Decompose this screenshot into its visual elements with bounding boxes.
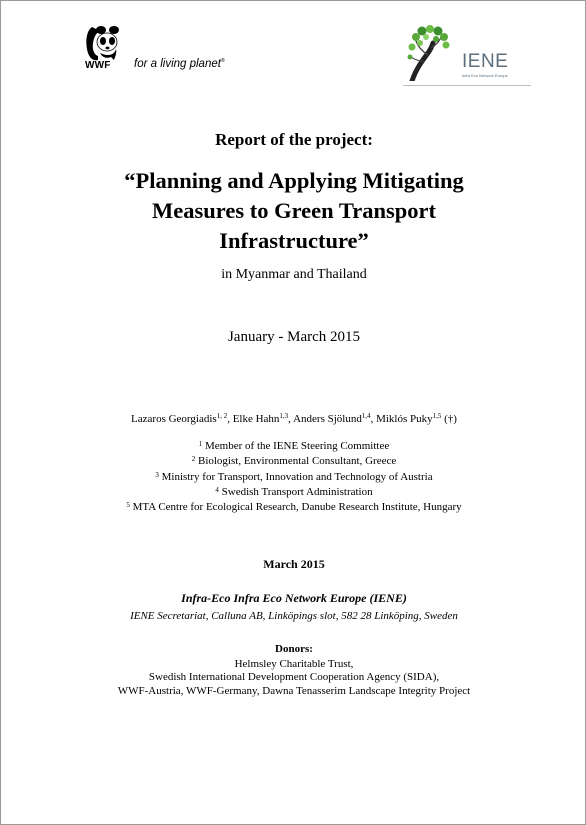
affiliation-item: $^1$ Member of the IENE Steering Committee — [198, 440, 390, 452]
title-line: Infrastructure” — [219, 228, 369, 253]
iene-wordmark: IENE — [462, 51, 509, 72]
affiliation-item: $^3$ Ministry for Transport, Innovation and Technology of Austria — [155, 470, 433, 483]
author-name: Lazaros Georgiadis — [131, 413, 217, 425]
report-date: March 2015 — [263, 557, 325, 571]
donor-item: Helmsley Charitable Trust, — [234, 658, 354, 670]
affiliation-item: $^2$ Biologist, Environmental Consultant, Greece — [191, 455, 397, 468]
author-name: Miklós Puky — [376, 413, 433, 425]
donor-list — [1, 658, 586, 698]
author-affiliation-ref: 1,3 — [279, 412, 289, 420]
donors-heading: Donors: — [275, 643, 313, 655]
report-heading: Report of the project: — [215, 130, 373, 149]
title-line: Measures to Green Transport — [152, 198, 436, 223]
author-name: Elke Hahn — [232, 413, 280, 425]
author-affiliation-ref: 1,4 — [361, 412, 371, 420]
project-period: January - March 2015 — [227, 329, 361, 345]
organization-address: IENE Secretariat, Calluna AB, Linköpings slot, 582 28 Linköping, Sweden — [130, 610, 458, 622]
affiliation-item: $^5$ MTA Centre for Ecological Research, Danube Research Institute, Hungary — [126, 501, 462, 514]
iene-subtitle: Infra Eco Network Europe — [462, 73, 508, 78]
wwf-wordmark: WWF — [85, 60, 111, 71]
iene-tree-logo — [406, 25, 451, 81]
project-location: in Myanmar and Thailand — [221, 267, 367, 282]
author-affiliation-ref: 1, 2 — [216, 412, 228, 420]
header-divider — [403, 85, 531, 86]
affiliation-list — [1, 438, 586, 514]
author-list: Lazaros Georgiadis$^{1, 2}$, Elke Hahn$^{1,3}$, Anders Sjölund$^{1,4}$, Miklós Puky$^{1,5}$ (†) — [131, 412, 457, 425]
wwf-tagline: for a living planet® — [134, 58, 225, 70]
donor-item: Swedish International Development Cooperation Agency (SIDA), — [148, 671, 440, 684]
donor-item: WWF-Austria, WWF-Germany, Dawna Tenasserim Landscape Integrity Project — [117, 684, 471, 697]
affiliation-item: $^4$ Swedish Transport Administration — [215, 485, 373, 498]
author-name: Anders Sjölund — [293, 413, 362, 425]
organization-name: Infra-Eco Infra Eco Network Europe (IENE) — [181, 591, 407, 605]
author-affiliation-ref: 1,5 — [432, 412, 442, 420]
title-line: “Planning and Applying Mitigating — [124, 168, 464, 193]
report-title — [1, 166, 586, 256]
